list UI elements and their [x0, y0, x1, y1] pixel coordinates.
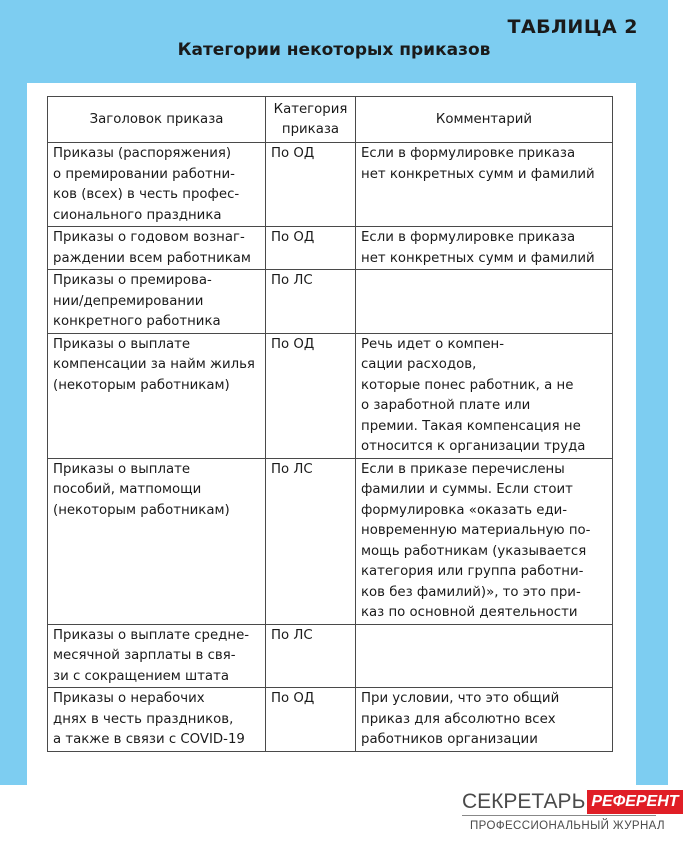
cell-order-title	[48, 143, 266, 227]
column-header-comment: Комментарий	[356, 97, 613, 143]
cell-order-title-line: (некоторым работникам)	[53, 377, 230, 393]
cell-order-comment-line: Если в приказе перечислены	[361, 461, 565, 477]
cell-order-category: По ОД	[266, 227, 356, 270]
cell-order-title	[48, 458, 266, 624]
cell-order-comment	[356, 458, 613, 624]
column-header-category-line: Категория	[273, 101, 348, 117]
table-body	[48, 143, 613, 752]
cell-order-title-line: Приказы о годовом вознаг-	[53, 230, 245, 245]
cell-order-title-line: Приказы о выплате средне-	[53, 627, 250, 643]
cell-order-comment-line: о заработной плате или	[361, 398, 531, 413]
cell-order-title-line: Приказы о выплате	[53, 461, 191, 477]
journal-tagline: ПРОФЕССИОНАЛЬНЫЙ ЖУРНАЛ	[470, 820, 665, 832]
cell-order-title-line: компенсации за найм жилья	[53, 357, 255, 372]
cell-order-comment-line: которые понес работник, а не	[361, 377, 574, 393]
cell-order-title-line: Приказы о нерабочих	[53, 691, 205, 706]
cell-order-title	[48, 688, 266, 752]
cell-order-title-line: (некоторым работникам)	[53, 502, 230, 518]
cell-order-title-line: ков (всех) в честь профес-	[53, 187, 240, 202]
column-header-category	[266, 97, 356, 143]
cell-order-category: По ОД	[266, 688, 356, 752]
column-header-category-line: приказа	[281, 121, 340, 137]
cell-order-title-line: раждении всем работникам	[53, 250, 251, 266]
cell-order-category: По ОД	[266, 143, 356, 227]
table-header-row	[48, 97, 613, 143]
cell-order-title-line: зи с сокращением штата	[53, 668, 229, 684]
cell-order-title	[48, 270, 266, 334]
publisher-logo	[462, 790, 683, 814]
cell-order-comment	[356, 688, 613, 752]
cell-order-comment	[356, 270, 613, 334]
table-row	[48, 333, 613, 458]
cell-order-title-line: а также в связи с COVID-19	[53, 732, 245, 747]
table-title: Категории некоторых приказов	[177, 40, 491, 60]
cell-order-title-line: Приказы о выплате	[53, 336, 191, 352]
cell-order-title-line: пособий, матпомощи	[53, 482, 202, 497]
cell-order-comment	[356, 333, 613, 458]
cell-order-title-line: Приказы о премирова-	[53, 273, 212, 288]
cell-order-title-line: сионального праздника	[53, 207, 222, 223]
cell-order-title-line: нии/депремировании	[53, 293, 204, 309]
cell-order-comment-line: новременную материальную по-	[361, 523, 591, 538]
cell-order-comment	[356, 143, 613, 227]
logo-divider	[462, 815, 656, 816]
table-row	[48, 624, 613, 688]
cell-order-comment-line: ков без фамилий)», то это при-	[361, 584, 581, 600]
cell-order-category: По ЛС	[266, 624, 356, 688]
table-row	[48, 227, 613, 270]
cell-order-comment-line: приказ для абсолютно всех	[361, 711, 556, 727]
cell-order-category: По ОД	[266, 333, 356, 458]
logo-secretary-text: СЕКРЕТАРЬ	[462, 790, 586, 813]
cell-order-comment-line: Речь идет о компен-	[361, 336, 505, 352]
cell-order-title	[48, 227, 266, 270]
cell-order-title-line: месячной зарплаты в свя-	[53, 648, 236, 663]
cell-order-comment-line: Если в формулировке приказа	[361, 146, 576, 161]
cell-order-comment-line: фамилии и суммы. Если стоит	[361, 482, 573, 497]
cell-order-comment-line: При условии, что это общий	[361, 691, 560, 706]
cell-order-title-line: Приказы (распоряжения)	[53, 146, 232, 161]
cell-order-title-line: о премировании работни-	[53, 166, 235, 182]
cell-order-comment-line: формулировка «оказать еди-	[361, 502, 568, 518]
cell-order-comment-line: премии. Такая компенсация не	[361, 418, 581, 434]
cell-order-comment-line: нет конкретных сумм и фамилий	[361, 166, 595, 182]
logo-referent-text: РЕФЕРЕНТ	[587, 790, 682, 814]
orders-table	[47, 96, 613, 752]
table-number-label: ТАБЛИЦА 2	[507, 16, 638, 38]
cell-order-title	[48, 333, 266, 458]
table-row	[48, 270, 613, 334]
column-header-title: Заголовок приказа	[48, 97, 266, 143]
cell-order-comment-line: каз по основной деятельности	[361, 605, 578, 620]
cell-order-comment-line: относится к организации труда	[361, 439, 586, 454]
cell-order-comment	[356, 624, 613, 688]
table-row	[48, 143, 613, 227]
cell-order-comment-line: категория или группа работни-	[361, 564, 584, 579]
cell-order-title-line: днях в честь праздников,	[53, 711, 234, 727]
cell-order-category: По ЛС	[266, 270, 356, 334]
cell-order-comment-line: сации расходов,	[361, 357, 477, 372]
cell-order-title	[48, 624, 266, 688]
table-row	[48, 458, 613, 624]
cell-order-comment-line: мощь работникам (указывается	[361, 543, 587, 559]
cell-order-comment-line: Если в формулировке приказа	[361, 230, 576, 245]
cell-order-category: По ЛС	[266, 458, 356, 624]
cell-order-comment-line: работников организации	[361, 732, 538, 747]
cell-order-comment	[356, 227, 613, 270]
cell-order-title-line: конкретного работника	[53, 314, 221, 329]
cell-order-comment-line: нет конкретных сумм и фамилий	[361, 250, 595, 266]
table-row	[48, 688, 613, 752]
